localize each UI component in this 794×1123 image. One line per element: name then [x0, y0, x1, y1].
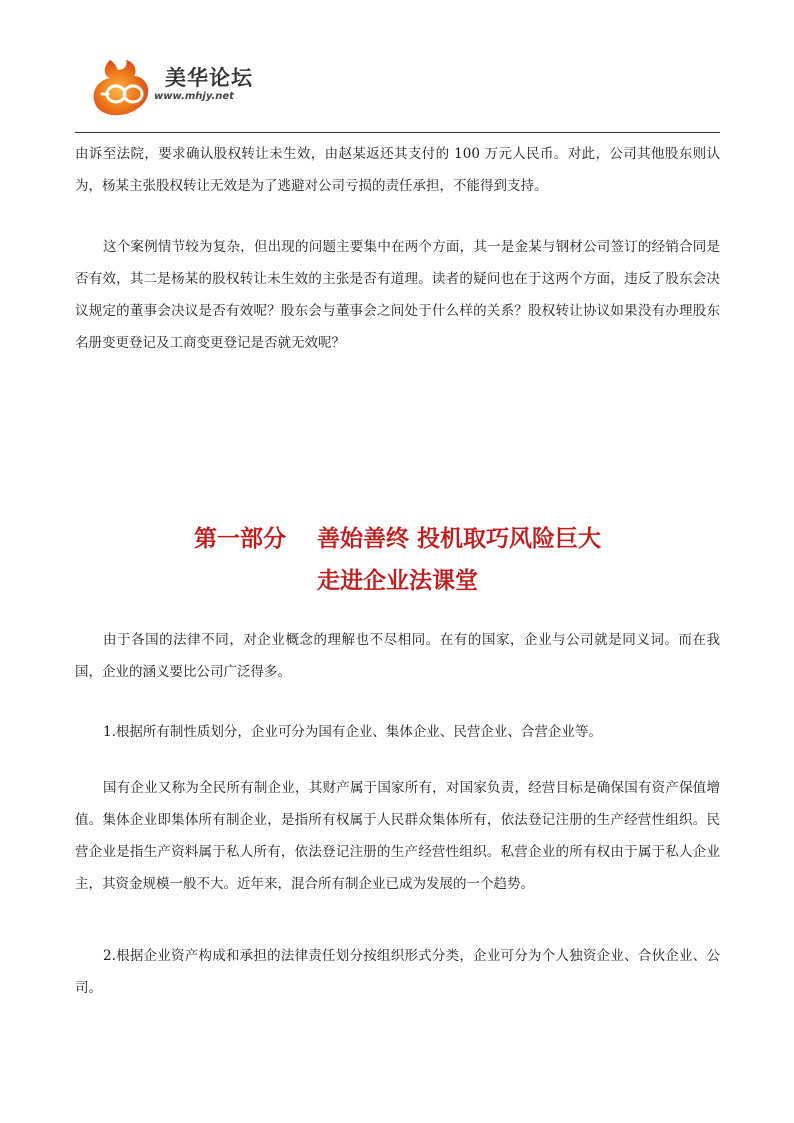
intro-paragraph: 由诉至法院，要求确认股权转让未生效，由赵某返还其支付的 100 万元人民币。对此，公司其他股东则认为，杨某主张股权转让无效是为了逃避对公司亏损的责任承担，不能得到支持。 — [75, 146, 720, 194]
site-logo[interactable] — [88, 54, 278, 118]
classification-by-organization-paragraph: 2.根据企业资产构成和承担的法律责任划分按组织形式分类，企业可分为个人独资企业、合伙企业、公司。 — [75, 948, 720, 996]
section-subtitle: 走进企业法课堂 — [317, 567, 478, 594]
case-analysis-paragraph: 这个案例情节较为复杂，但出现的问题主要集中在两个方面，其一是金某与钢材公司签订的经销合同是否有效，其二是杨某的股权转让未生效的主张是否有道理。读者的疑问也在于这两个方面，违反了股东会决议规定的董事会决议是否有效呢？股东会与董事会之间处于什么样的关系？股权转让协议如果没有办理股东名册变更登记及工商变更登记是否就无效呢？ — [75, 239, 720, 351]
logo-url[interactable]: www.mhjy.net — [154, 91, 234, 102]
enterprise-definition-paragraph: 由于各国的法律不同，对企业概念的理解也不尽相同。在有的国家，企业与公司就是同义词。而在我国，企业的涵义要比公司广泛得多。 — [75, 632, 720, 680]
logo-title: 美华论坛 — [165, 66, 253, 90]
ownership-types-paragraph: 国有企业又称为全民所有制企业，其财产属于国家所有，对国家负责，经营目标是确保国有资产保值增值。集体企业即集体所有制企业，是指所有权属于人民群众集体所有，依法登记注册的生产经营性组织。民营企业是指生产资料属于私人所有，依法登记注册的生产经营性组织。私营企业的所有权由于属于私人企业主，其资金规模一般不大。近年来，混合所有制企业已成为发展的一个趋势。 — [75, 780, 720, 892]
logo-flame-icon — [88, 54, 158, 118]
classification-by-ownership-paragraph: 1.根据所有制性质划分，企业可分为国有企业、集体企业、民营企业、合营企业等。 — [103, 724, 602, 740]
header-divider — [75, 132, 720, 133]
section-title: 第一部分 善始善终 投机取巧风险巨大 — [193, 525, 601, 552]
